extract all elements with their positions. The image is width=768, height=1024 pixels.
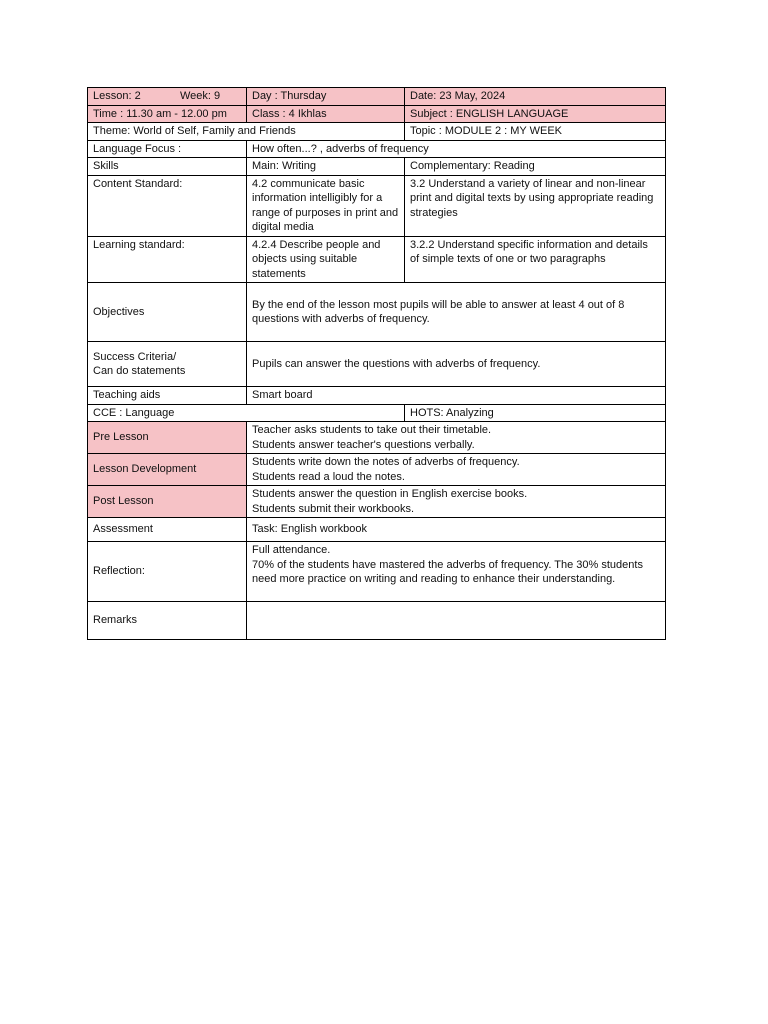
assessment-value: Task: English workbook <box>247 518 666 542</box>
post-lesson-row <box>88 486 666 518</box>
lesson-number: Lesson: 2 <box>93 90 141 102</box>
remarks-label: Remarks <box>88 602 247 640</box>
skills-label: Skills <box>88 158 247 176</box>
pre-lesson-row <box>88 422 666 454</box>
learning-standard-row <box>88 236 666 283</box>
pre-lesson-line1: Teacher asks students to take out their timetable. <box>252 424 492 436</box>
language-focus-row <box>88 140 666 158</box>
content-standard-row <box>88 175 666 236</box>
content-standard-main: 4.2 communicate basic information intelligibly for a range of purposes in print and digital media <box>247 175 405 236</box>
objectives-row <box>88 283 666 342</box>
assessment-row <box>88 518 666 542</box>
hots-value: HOTS: Analyzing <box>405 404 666 422</box>
theme-cell: Theme: World of Self, Family and Friends <box>88 123 405 141</box>
teaching-aids-value: Smart board <box>247 387 666 405</box>
post-lesson-line2: Students submit their workbooks. <box>252 502 415 515</box>
reflection-line2: 70% of the students have mastered the adverbs of frequency. The 30% students need more practice on writing and reading to enhance their understanding. <box>252 558 643 585</box>
header-row-1 <box>88 88 666 106</box>
remarks-value <box>247 602 666 640</box>
post-lesson-label: Post Lesson <box>88 486 247 518</box>
class-cell: Class : 4 Ikhlas <box>247 105 405 123</box>
post-lesson-value <box>247 486 666 518</box>
cce-label: CCE : Language <box>88 404 405 422</box>
language-focus-label: Language Focus : <box>88 140 247 158</box>
topic-cell: Topic : MODULE 2 : MY WEEK <box>405 123 666 141</box>
header-row-2 <box>88 105 666 123</box>
learning-standard-complementary: 3.2.2 Understand specific information and details of simple texts of one or two paragraphs <box>405 236 666 283</box>
reflection-value <box>247 542 666 602</box>
learning-standard-main: 4.2.4 Describe people and objects using suitable statements <box>247 236 405 283</box>
success-criteria-label-line1: Success Criteria/ <box>93 350 177 363</box>
reflection-row <box>88 542 666 602</box>
lesson-development-label: Lesson Development <box>88 454 247 486</box>
objectives-label: Objectives <box>88 283 247 342</box>
teaching-aids-row <box>88 387 666 405</box>
lesson-week-cell <box>88 88 247 106</box>
learning-standard-label: Learning standard: <box>88 236 247 283</box>
content-standard-complementary: 3.2 Understand a variety of linear and non-linear print and digital texts by using appropriate reading strategies <box>405 175 666 236</box>
cce-row <box>88 404 666 422</box>
success-criteria-label-line2: Can do statements <box>93 365 186 377</box>
pre-lesson-value <box>247 422 666 454</box>
assessment-label: Assessment <box>88 518 247 542</box>
week-number: Week: 9 <box>180 90 221 102</box>
content-standard-label: Content Standard: <box>88 175 247 236</box>
success-criteria-row <box>88 342 666 387</box>
subject-cell: Subject : ENGLISH LANGUAGE <box>405 105 666 123</box>
pre-lesson-label: Pre Lesson <box>88 422 247 454</box>
lesson-development-value <box>247 454 666 486</box>
date-cell: Date: 23 May, 2024 <box>405 88 666 106</box>
theme-row <box>88 123 666 141</box>
lesson-plan-table <box>87 87 666 640</box>
skills-row <box>88 158 666 176</box>
success-criteria-label <box>88 342 247 387</box>
lesson-development-line2: Students read a loud the notes. <box>252 470 405 483</box>
reflection-line1: Full attendance. <box>252 544 331 556</box>
day-cell: Day : Thursday <box>247 88 405 106</box>
skills-main: Main: Writing <box>247 158 405 176</box>
time-cell: Time : 11.30 am - 12.00 pm <box>88 105 247 123</box>
lesson-development-line1: Students write down the notes of adverbs of frequency. <box>252 456 520 468</box>
reflection-label: Reflection: <box>88 542 247 602</box>
lesson-development-row <box>88 454 666 486</box>
teaching-aids-label: Teaching aids <box>88 387 247 405</box>
pre-lesson-line2: Students answer teacher's questions verbally. <box>252 438 475 451</box>
success-criteria-value: Pupils can answer the questions with adverbs of frequency. <box>247 342 666 387</box>
post-lesson-line1: Students answer the question in English exercise books. <box>252 488 528 500</box>
remarks-row <box>88 602 666 640</box>
objectives-value: By the end of the lesson most pupils will be able to answer at least 4 out of 8 questions with adverbs of frequency. <box>247 283 666 342</box>
skills-complementary: Complementary: Reading <box>405 158 666 176</box>
language-focus-value: How often...? , adverbs of frequency <box>247 140 666 158</box>
